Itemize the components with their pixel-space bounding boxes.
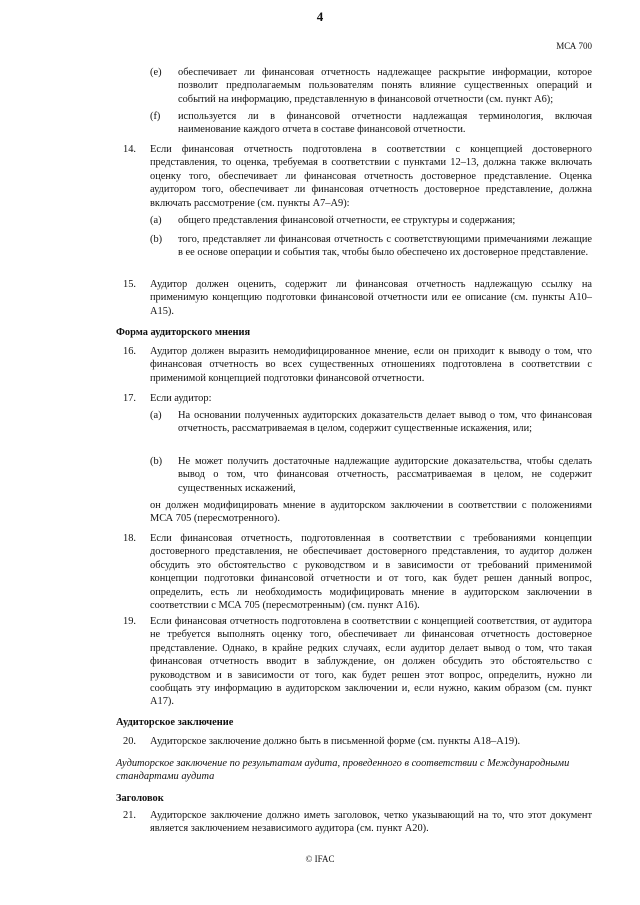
paragraph-19-number: 19. [123, 616, 136, 627]
paragraph-17-text: Если аудитор: [150, 393, 212, 404]
heading-auditor-report: Аудиторское заключение [116, 717, 234, 728]
paragraph-20-text: Аудиторское заключение должно быть в письменной форме (см. пункты А18–А19). [150, 736, 521, 747]
paragraph-17-number: 17. [123, 393, 136, 404]
paragraph-21-number: 21. [123, 810, 136, 821]
paragraph-15-number: 15. [123, 279, 136, 290]
item-17a-label: (a) [150, 410, 162, 421]
standard-code: МСА 700 [556, 41, 592, 51]
item-e-text: обеспечивает ли финансовая отчетность надлежащее раскрытие информации, которое позволит предполагаемым пользователям понять влияние существенных операций и событий на информацию, представленную в финансовой отчетности (см. пункт А6); [178, 67, 592, 105]
heading-title: Заголовок [116, 793, 164, 804]
paragraph-18-number: 18. [123, 533, 136, 544]
paragraph-16-number: 16. [123, 346, 136, 357]
paragraph-19-text: Если финансовая отчетность подготовлена в соответствии с концепцией соответствия, от аудитора не требуется выполнять оценку того, обеспечивает ли финансовая отчетность достоверное представление. Однако, в крайне редких случаях, если аудитор делает вывод о том, что такая финансовая отчетность вводит в заблуждение, он должен обсудить это обстоятельство с руководством и в зависимости от того, как будет решен этот вопрос, определить, нужно ли сообщать эту информацию в аудиторском заключении и, если нужно, каким образом (см. пункт А17). [150, 616, 592, 708]
page-number: 4 [316, 9, 324, 24]
paragraph-18-text: Если финансовая отчетность, подготовленная в соответствии с требованиями концепции достоверного представления, не обеспечивает достоверного представления, то аудитор должен обсудить это обстоятельство с руководством и в зависимости от требований применимой концепции подготовки финансовой отчетности и от того, как будет решен данный вопрос, определить, есть ли необходимость модифицировать мнение в аудиторском заключении в соответствии с МСА 705 (пересмотренным) (см. пункт А16). [150, 533, 592, 612]
paragraph-20-number: 20. [123, 736, 136, 747]
item-17b-label: (b) [150, 456, 163, 467]
footer-copyright: © IFAC [305, 854, 335, 864]
paragraph-15-text: Аудитор должен оценить, содержит ли финансовая отчетность надлежащую ссылку на применимую концепцию подготовки финансовой отчетности или ее описание (см. пункты А10–А15). [150, 279, 592, 317]
paragraph-16-text: Аудитор должен выразить немодифицированное мнение, если он приходит к выводу о том, что финансовая отчетность во всех существенных отношениях подготовлена в соответствии с применимой концепцией подготовки финансовой отчетности. [150, 346, 592, 384]
paragraph-14-number: 14. [123, 144, 136, 155]
item-14b-text: того, представляет ли финансовая отчетность с соответствующими примечаниями лежащие в ее основе операции и события так, чтобы было обеспечено их достоверное представление. [178, 234, 592, 259]
item-17b-text: Не может получить достаточные надлежащие аудиторские доказательства, чтобы сделать вывод о том, что финансовая отчетность, рассматриваемая в целом, не содержит существенных искажений, [178, 456, 592, 494]
paragraph-21-text: Аудиторское заключение должно иметь заголовок, четко указывающий на то, что этот документ является заключением независимого аудитора (см. пункт А20). [150, 810, 592, 835]
item-14b-label: (b) [150, 234, 163, 245]
item-e-label: (e) [150, 67, 162, 78]
italic-subheading: Аудиторское заключение по результатам аудита, проведенного в соответствии с Международными стандартами аудита [116, 758, 570, 783]
paragraph-14-text: Если финансовая отчетность подготовлена в соответствии с концепцией достоверного представления, то оценка, требуемая в соответствии с пунктами 12–13, должна также включать оценку того, обеспечивает ли финансовая отчетность достоверное представление. Оценка аудитором того, обеспечивает ли финансовая отчетность достоверное представление, должна включать рассмотрение (см. пункты А7–А9): [150, 144, 592, 209]
item-f-text: используется ли в финансовой отчетности надлежащая терминология, включая наименование каждого отчета в составе финансовой отчетности. [178, 111, 592, 136]
item-17a-text: На основании полученных аудиторских доказательств делает вывод о том, что финансовая отчетность, рассматриваемая в целом, содержит существенные искажения, или; [178, 410, 592, 435]
paragraph-17-tail: он должен модифицировать мнение в аудиторском заключении в соответствии с положениями МСА 705 (пересмотренного). [150, 500, 592, 525]
item-14a-text: общего представления финансовой отчетности, ее структуры и содержания; [178, 215, 516, 226]
item-f-label: (f) [150, 111, 161, 122]
heading-opinion-form: Форма аудиторского мнения [116, 327, 251, 338]
item-14a-label: (a) [150, 215, 162, 226]
